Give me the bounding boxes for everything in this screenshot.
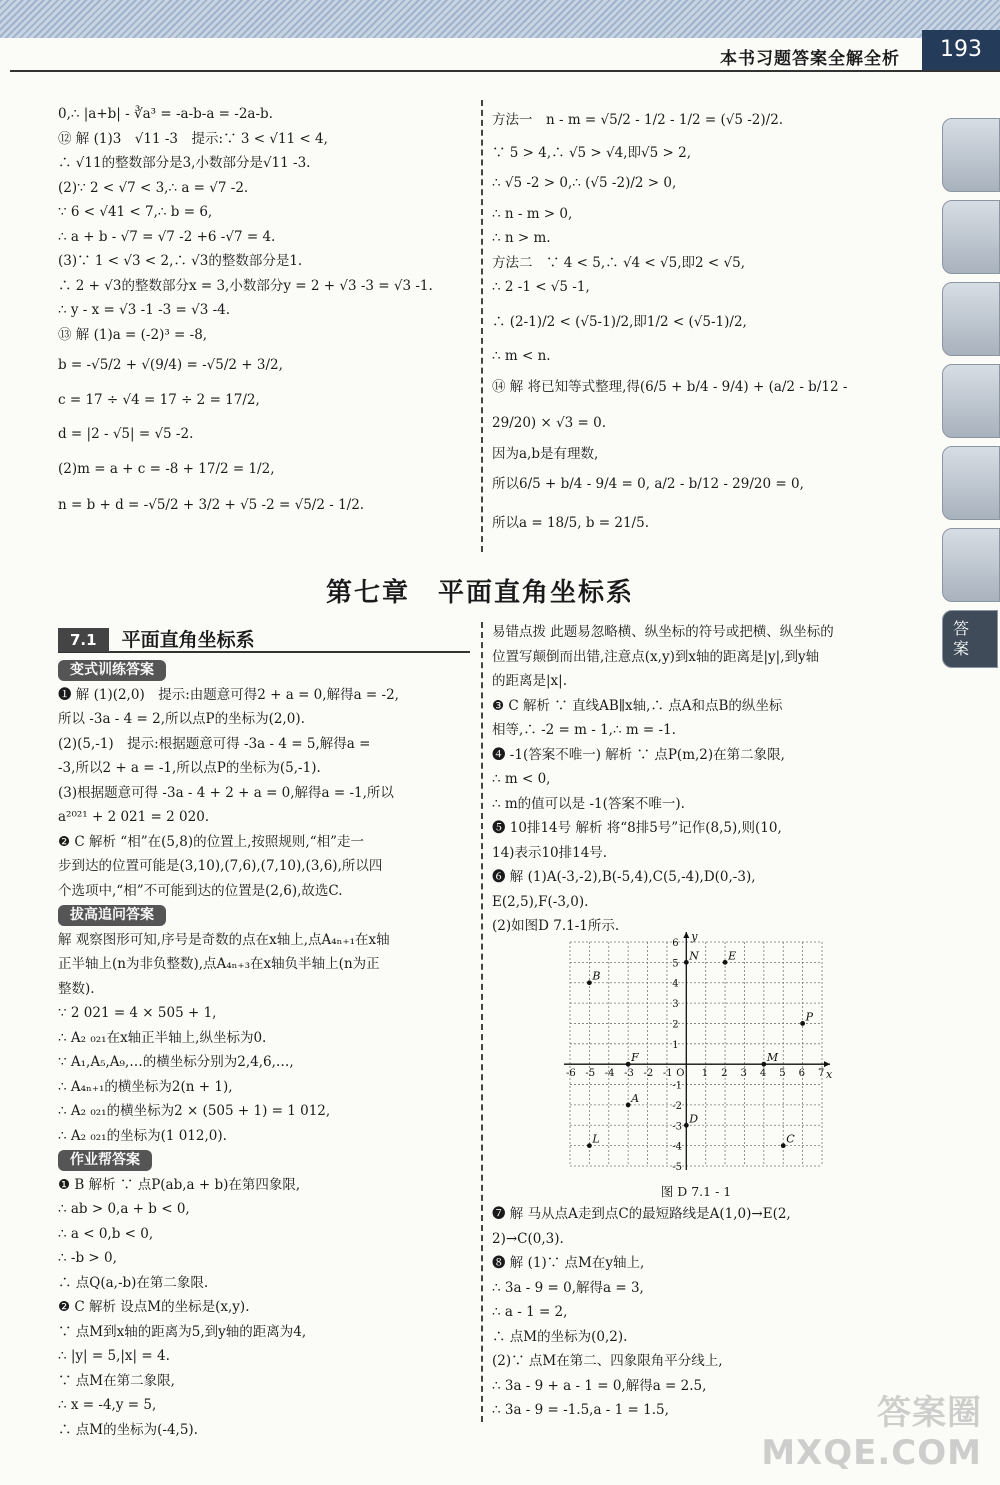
- text-line: 0,∴ |a+b| - ∛a³ = -a-b-a = -2a-b.: [58, 106, 273, 122]
- point-label-P: P: [805, 1010, 814, 1024]
- text-line: ∴ 点Q(a,-b)在第二象限.: [58, 1274, 209, 1291]
- text-line: ∴ m < n.: [492, 348, 551, 364]
- y-tick-label: -4: [672, 1141, 683, 1153]
- text-line: ∴ y - x = √3 -1 -3 = √3 -4.: [58, 302, 231, 318]
- point-label-C: C: [786, 1132, 795, 1146]
- text-line: 因为a,b是有理数,: [492, 445, 599, 462]
- text-line: ∴ n > m.: [492, 230, 551, 246]
- text-line: 相等,∴ -2 = m - 1,∴ m = -1.: [492, 722, 676, 738]
- text-line: ❽ 解 (1)∵ 点M在y轴上,: [492, 1255, 645, 1271]
- text-line: ❹ -1(答案不唯一) 解析 ∵ 点P(m,2)在第二象限,: [492, 746, 785, 763]
- header-rule: [10, 70, 1000, 72]
- point-B: [587, 980, 592, 985]
- text-line: ∴ 2 + √3的整数部分x = 3,小数部分y = 2 + √3 -3 = √3 -1.: [58, 277, 433, 294]
- text-line: d = |2 - √5| = √5 -2.: [58, 426, 194, 442]
- text-line: ∴ 3a - 9 + a - 1 = 0,解得a = 2.5,: [492, 1377, 707, 1394]
- point-M: [761, 1062, 766, 1067]
- x-tick-label: 6: [798, 1068, 805, 1080]
- point-E: [723, 960, 728, 965]
- text-line: ❻ 解 (1)A(-3,-2),B(-5,4),C(5,-4),D(0,-3),: [492, 869, 756, 885]
- point-label-D: D: [689, 1112, 699, 1126]
- y-tick-label: 5: [672, 958, 679, 970]
- text-line: ∵ 2 021 = 4 × 505 + 1,: [58, 1005, 217, 1021]
- x-tick-label: 1: [701, 1068, 709, 1080]
- text-line: b = -√5/2 + √(9/4) = -√5/2 + 3/2,: [58, 357, 283, 373]
- text-line: ∴ A₂ ₀₂₁的横坐标为2 × (505 + 1) = 1 012,: [58, 1103, 331, 1119]
- x-tick-label: -6: [566, 1068, 576, 1080]
- point-A: [626, 1103, 631, 1108]
- text-line: ∴ x = -4,y = 5,: [58, 1397, 157, 1413]
- text-line: 14)表示10排14号.: [492, 844, 608, 861]
- point-label-B: B: [592, 969, 601, 983]
- text-line: 易错点拨 此题易忽略横、纵坐标的符号或把横、纵坐标的: [492, 624, 834, 640]
- x-axis-label: x: [826, 1068, 832, 1082]
- text-line: ∴ A₂ ₀₂₁在x轴正半轴上,纵坐标为0.: [58, 1029, 267, 1046]
- x-tick-label: -4: [604, 1068, 615, 1080]
- point-label-M: M: [766, 1051, 779, 1065]
- text-line: ∴ √11的整数部分是3,小数部分是√11 -3.: [58, 155, 311, 171]
- page-number: 193: [922, 30, 1000, 70]
- subsection-homework-heading: 作业帮答案: [58, 1150, 152, 1171]
- text-line: E(2,5),F(-3,0).: [492, 893, 589, 910]
- text-line: ∵ 点M到x轴的距离为5,到y轴的距离为4,: [58, 1323, 307, 1340]
- y-tick-label: -3: [672, 1121, 683, 1133]
- text-line: 整数).: [58, 980, 95, 997]
- point-F: [626, 1062, 631, 1067]
- text-line: ∴ |y| = 5,|x| = 4.: [58, 1348, 170, 1364]
- x-tick-label: -1: [662, 1068, 673, 1080]
- text-line: ❸ C 解析 ∵ 直线AB∥x轴,∴ 点A和点B的纵坐标: [492, 697, 783, 714]
- bottom-right-column-continued: [492, 1202, 910, 1423]
- point-label-E: E: [728, 949, 737, 963]
- text-line: 所以 -3a - 4 = 2,所以点P的坐标为(2,0).: [58, 711, 305, 727]
- text-line: a²⁰²¹ + 2 021 = 2 020.: [58, 809, 210, 825]
- text-line: ❶ B 解析 ∵ 点P(ab,a + b)在第四象限,: [58, 1176, 301, 1193]
- text-line: 所以a = 18/5, b = 21/5.: [492, 514, 649, 531]
- text-line: ∴ A₄ₙ₊₁的横坐标为2(n + 1),: [58, 1078, 233, 1095]
- bottom-left-column: [58, 658, 470, 1442]
- coordinate-figure: [560, 930, 832, 1198]
- text-line: ∴ a - 1 = 2,: [492, 1304, 568, 1320]
- subsection-variant-heading: 变式训练答案: [58, 660, 166, 681]
- text-line: ∴ 2 -1 < √5 -1,: [492, 279, 590, 295]
- x-tick-label: 5: [779, 1068, 786, 1080]
- side-tab-answers[interactable]: [942, 610, 998, 668]
- side-tab[interactable]: [942, 446, 1000, 520]
- text-line: 方法一 n - m = √5/2 - 1/2 - 1/2 = (√5 -2)/2.: [492, 112, 784, 128]
- y-axis-label: y: [691, 930, 698, 943]
- origin-label: O: [676, 1068, 685, 1080]
- point-label-F: F: [631, 1051, 639, 1065]
- watermark-text: 答案圈: [877, 1393, 982, 1433]
- text-line: (2)∵ 点M在第二、四象限角平分线上,: [492, 1353, 723, 1369]
- figure-caption: 图 D 7.1 - 1: [660, 1184, 732, 1199]
- header-title: 本书习题答案全解全析: [720, 49, 900, 69]
- text-line: ∴ m < 0,: [492, 771, 551, 787]
- text-line: (3)∵ 1 < √3 < 2,∴ √3的整数部分是1.: [58, 253, 303, 269]
- point-P: [800, 1021, 805, 1026]
- point-L: [587, 1143, 592, 1148]
- point-label-L: L: [592, 1132, 600, 1146]
- text-line: ∵ 6 < √41 < 7,∴ b = 6,: [58, 204, 213, 220]
- text-line: ∴ √5 -2 > 0,∴ (√5 -2)/2 > 0,: [492, 175, 677, 191]
- text-line: 29/20) × √3 = 0.: [492, 415, 607, 431]
- y-axis-arrow: [683, 932, 689, 938]
- text-line: 正半轴上(n为非负整数),点A₄ₙ₊₃在x轴负半轴上(n为正: [58, 956, 380, 972]
- text-line: ∴ 点M的坐标为(0,2).: [492, 1328, 628, 1345]
- column-divider: [481, 100, 483, 552]
- text-line: ∴ a + b - √7 = √7 -2 +6 -√7 = 4.: [58, 228, 276, 245]
- section-number: 7.1: [58, 628, 109, 652]
- y-tick-label: -5: [672, 1162, 683, 1173]
- text-line: ∴ ab > 0,a + b < 0,: [58, 1201, 190, 1217]
- subsection-extend-heading: 拔高追问答案: [58, 905, 166, 926]
- text-line: ∴ 3a - 9 = 0,解得a = 3,: [492, 1279, 644, 1296]
- text-line: (2)(5,-1) 提示:根据题意可得 -3a - 4 = 5,解得a =: [58, 735, 371, 752]
- column-divider: [481, 622, 483, 1422]
- section-title: 平面直角坐标系: [121, 629, 255, 651]
- side-tab[interactable]: [942, 364, 1000, 438]
- text-line: ⑫ 解 (1)3 √11 -3 提示:∵ 3 < √11 < 4,: [58, 130, 328, 147]
- side-tab[interactable]: [942, 282, 1000, 356]
- side-tab[interactable]: [942, 200, 1000, 274]
- text-line: (2)∵ 2 < √7 < 3,∴ a = √7 -2.: [58, 179, 249, 196]
- text-line: ⑭ 解 将已知等式整理,得(6/5 + b/4 - 9/4) + (a/2 - b/12 -: [492, 378, 848, 395]
- y-tick-label: -1: [672, 1080, 683, 1092]
- x-tick-label: -2: [643, 1068, 654, 1080]
- chapter-title: 第七章 平面直角坐标系: [325, 578, 634, 608]
- text-line: (3)根据题意可得 -3a - 4 + 2 + a = 0,解得a = -1,所以: [58, 784, 394, 801]
- x-tick-label: -5: [585, 1068, 596, 1080]
- text-line: ∴ -b > 0,: [58, 1250, 117, 1266]
- point-label-N: N: [689, 949, 699, 963]
- point-label-A: A: [631, 1091, 640, 1105]
- point-N: [684, 960, 689, 965]
- text-line: 所以6/5 + b/4 - 9/4 = 0, a/2 - b/12 - 29/20 = 0,: [492, 476, 804, 492]
- text-line: ∴ m的值可以是 -1(答案不唯一).: [492, 795, 685, 812]
- y-tick-label: 3: [672, 999, 679, 1011]
- top-left-column: [58, 102, 470, 518]
- x-tick-label: 4: [759, 1068, 767, 1080]
- text-line: ∵ 点M在第二象限,: [58, 1372, 175, 1389]
- y-tick-label: -2: [672, 1100, 683, 1112]
- text-line: ❼ 解 马从点A走到点C的最短路线是A(1,0)→E(2,: [492, 1206, 791, 1222]
- text-line: n = b + d = -√5/2 + 3/2 + √5 -2 = √5/2 - 1/2.: [58, 497, 365, 513]
- text-line: ❶ 解 (1)(2,0) 提示:由题意可得2 + a = 0,解得a = -2,: [58, 686, 399, 703]
- text-line: 解 观察图形可知,序号是奇数的点在x轴上,点A₄ₙ₊₁在x轴: [58, 931, 390, 948]
- text-line: ∴ 3a - 9 = -1.5,a - 1 = 1.5,: [492, 1402, 669, 1418]
- point-C: [781, 1143, 786, 1148]
- y-tick-label: 4: [672, 978, 679, 990]
- side-tab[interactable]: [942, 118, 1000, 192]
- coordinate-grid-svg: [560, 930, 832, 1178]
- section-heading: [58, 625, 470, 653]
- text-line: 方法二 ∵ 4 < 5,∴ √4 < √5,即2 < √5,: [492, 254, 745, 271]
- text-line: 位置写颠倒而出错,注意点(x,y)到x轴的距离是|y|,到y轴: [492, 648, 820, 665]
- y-tick-label: 6: [672, 938, 679, 949]
- y-tick-label: 1: [672, 1039, 679, 1051]
- watermark-logo: [761, 1393, 982, 1473]
- text-line: 的距离是|x|.: [492, 673, 568, 689]
- text-line: ∴ 点M的坐标为(-4,5).: [58, 1421, 198, 1438]
- bottom-right-column: [492, 620, 910, 939]
- side-tab-label: 案: [953, 639, 970, 658]
- x-axis-arrow: [824, 1061, 830, 1067]
- x-tick-label: 2: [721, 1068, 728, 1080]
- text-line: ∴ n - m > 0,: [492, 205, 573, 222]
- text-line: ❺ 10排14号 解析 将“8排5号”记作(8,5),则(10,: [492, 820, 782, 836]
- text-line: ∴ a < 0,b < 0,: [58, 1225, 154, 1242]
- text-line: 步到达的位置可能是(3,10),(7,6),(7,10),(3,6),所以四: [58, 858, 383, 874]
- text-line: (2)如图D 7.1-1所示.: [492, 918, 620, 934]
- x-tick-label: -3: [624, 1068, 634, 1080]
- text-line: ❷ C 解析 设点M的坐标是(x,y).: [58, 1299, 250, 1315]
- side-tab-label: 答: [953, 619, 970, 638]
- watermark-text: MXQE.COM: [761, 1433, 982, 1473]
- text-line: 2)→C(0,3).: [492, 1230, 564, 1247]
- point-D: [684, 1123, 689, 1128]
- y-tick-label: 2: [672, 1019, 679, 1031]
- text-line: (2)m = a + c = -8 + 17/2 = 1/2,: [58, 460, 275, 477]
- top-decorative-band: [0, 0, 1000, 38]
- text-line: ∴ (2-1)/2 < (√5-1)/2,即1/2 < (√5-1)/2,: [492, 313, 747, 330]
- x-tick-label: 7: [818, 1068, 825, 1080]
- x-tick-label: 3: [740, 1068, 747, 1080]
- text-line: ⑬ 解 (1)a = (-2)³ = -8,: [58, 326, 208, 343]
- text-line: -3,所以2 + a = -1,所以点P的坐标为(5,-1).: [58, 760, 321, 776]
- text-line: c = 17 ÷ √4 = 17 ÷ 2 = 17/2,: [58, 391, 260, 408]
- text-line: 个选项中,“相”不可能到达的位置是(2,6),故选C.: [58, 882, 343, 899]
- text-line: ❷ C 解析 “相”在(5,8)的位置上,按照规则,“相”走一: [58, 833, 364, 850]
- text-line: ∵ A₁,A₅,A₉,…的横坐标分别为2,4,6,…,: [58, 1054, 294, 1070]
- top-right-column: [492, 108, 910, 535]
- text-line: ∵ 5 > 4,∴ √5 > √4,即√5 > 2,: [492, 144, 691, 161]
- text-line: ∴ A₂ ₀₂₁的坐标为(1 012,0).: [58, 1127, 227, 1144]
